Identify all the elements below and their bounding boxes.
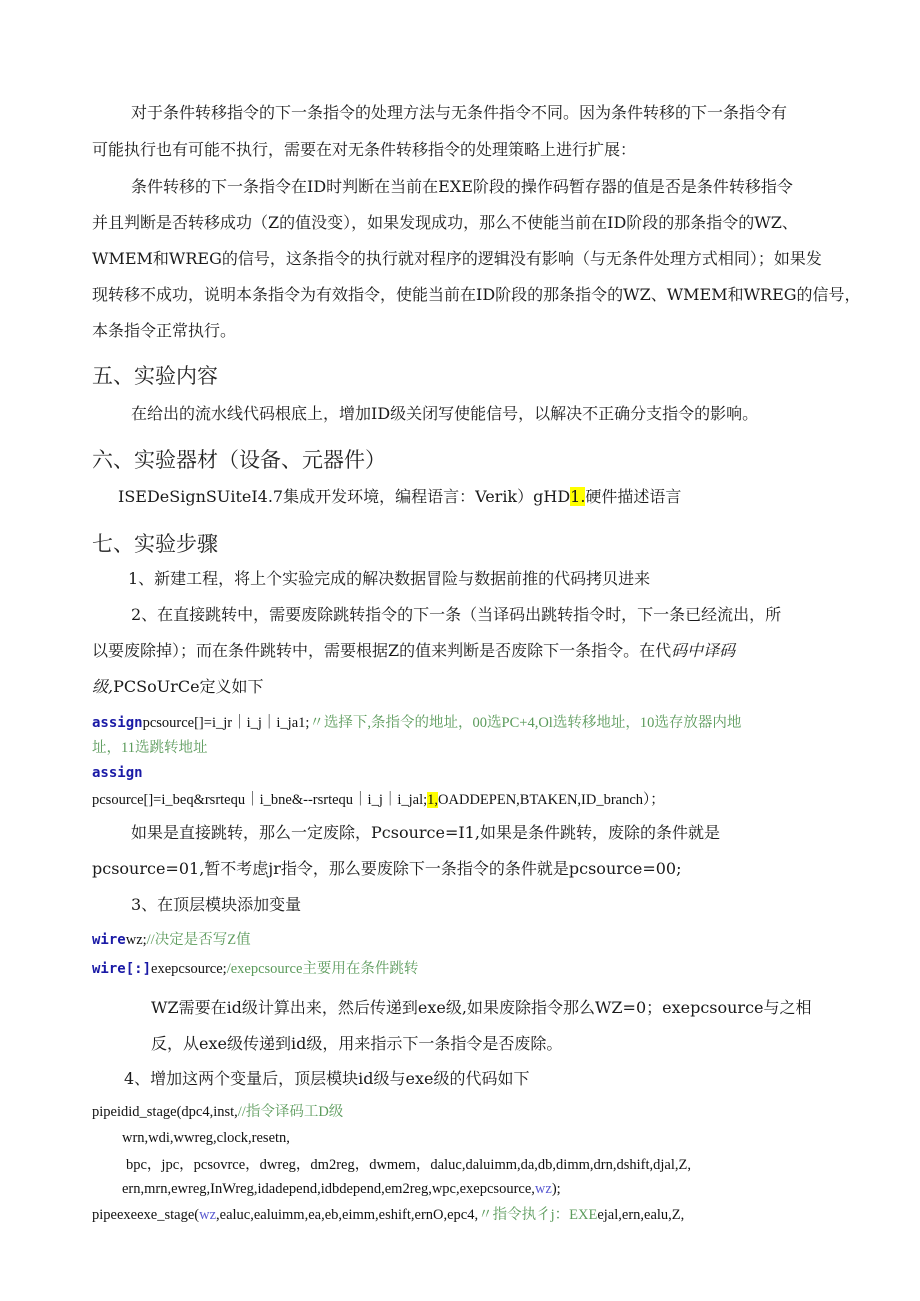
code-line-id-args3 — [122, 1178, 561, 1200]
code-line-wire-wz — [92, 929, 251, 951]
code-line-exe-stage — [92, 1204, 684, 1226]
code-line-id-args2: bpc，jpc，pcsovrce，dwreg，dm2reg，dwmem，daluc,daluimm,da,db,dimm,drn,dshift,djal,Z, — [126, 1157, 691, 1173]
section6-text-a: ISEDeSignSUiteI4.7集成开发环境，编程语言：Verik）gHD — [118, 487, 571, 506]
para1-line1: 对于条件转移指令的下一条指令的处理方法与无条件指令不同。因为条件转移的下一条指令有 — [131, 103, 788, 122]
code-line-id-args1: wrn,wdi,wwreg,clock,resetn, — [122, 1130, 290, 1146]
code-text: ern,mrn,ewreg,InWreg,idadepend,idbdepend,em2reg,wpc,exepcsource, — [122, 1181, 535, 1197]
para2-line1: 条件转移的下一条指令在ID时判断在当前在EXE阶段的操作码暂存器的值是否是条件转移指令 — [131, 177, 793, 196]
section6-heading: 六、实验器材（设备、元器件） — [92, 448, 386, 472]
explanation-line1: 如果是直接跳转，那么一定废除，Pcsource=I1,如果是条件跳转，废除的条件就是 — [131, 823, 720, 842]
step4-text: 4、增加这两个变量后，顶层模块id级与exe级的代码如下 — [124, 1069, 530, 1088]
keyword-assign: assign — [92, 715, 143, 731]
code-line-pcsource — [92, 789, 665, 811]
para2-line5: 本条指令正常执行。 — [92, 321, 237, 340]
para1-line2: 可能执行也有可能不执行，需要在对无条件转移指令的处理策略上进行扩展： — [92, 140, 637, 159]
code-comment: //决定是否写Z值 — [146, 932, 251, 948]
para2-line2: 并且判断是否转移成功（Z的值没变），如果发现成功，那么不使能当前在ID阶段的那条指令的WZ、 — [92, 213, 798, 232]
step2-line2-b: 码中译码 — [671, 641, 736, 660]
para2-line3: WMEM和WREG的信号，这条指令的执行就对程序的逻辑没有影响（与无条件处理方式相同）；如果发 — [92, 249, 822, 268]
code-text: pcsource[]=i_beq&rsrtequ｜i_bne&--rsrtequ｜i_j｜i_jal; — [92, 792, 428, 808]
code-line-assign-1 — [92, 712, 741, 734]
section6-text-b: 硬件描述语言 — [585, 487, 682, 506]
code-comment: /exepcsource主要用在条件跳转 — [226, 961, 419, 977]
step2-line2-a: 以要废除掉）；而在条件跳转中，需要根据Z的值来判断是否废除下一条指令。在代 — [92, 641, 672, 660]
step2-line3-a: 级, — [92, 677, 114, 696]
step1-text: 1、新建工程，将上个实验完成的解决数据冒险与数据前推的代码拷贝进来 — [128, 569, 651, 588]
wz-explanation-line1: WZ需要在id级计算出来，然后传递到exe级,如果废除指令那么WZ=0；exepcsource与之相 — [151, 998, 812, 1017]
para2-line4: 现转移不成功，说明本条指令为有效指令，使能当前在ID阶段的那条指令的WZ、WMEM和WREG的信号， — [92, 285, 861, 304]
code-comment: 〃指令执彳j：EXE — [478, 1207, 598, 1223]
explanation-line2: pcsource=01,暂不考虑jr指令，那么要废除下一条指令的条件就是pcsource=00; — [92, 859, 682, 878]
keyword-wire: wire[:] — [92, 961, 152, 977]
code-text: pipeidid_stage(dpc4,inst, — [92, 1104, 238, 1120]
section5-text: 在给出的流水线代码根底上，增加ID级关闭写使能信号，以解决不正确分支指令的影响。 — [131, 404, 759, 423]
step2-line3-b: PCSoUrCe定义如下 — [113, 677, 264, 696]
keyword-wire: wire — [92, 932, 126, 948]
code-comment: //指令译码工D级 — [237, 1104, 344, 1120]
code-text: pipeexeexe_stage( — [92, 1207, 200, 1223]
section6-text — [118, 486, 681, 508]
code-text-tail: OADDEPEN,BTAKEN,ID_branch）； — [438, 792, 665, 808]
keyword-assign: assign — [92, 765, 143, 781]
step2-line2 — [92, 640, 735, 662]
highlight-mark: 1, — [427, 792, 439, 808]
code-comment: 〃选择下,条指令的地址，00选PC+4,Ol选转移地址，10选存放器内地 — [309, 715, 742, 731]
code-text-mid: ,ealuc,ealuimm,ea,eb,eimm,eshift,ernO,epc4, — [216, 1207, 479, 1223]
code-line-assign-2 — [92, 762, 143, 784]
code-text-tail: ); — [551, 1181, 561, 1197]
section5-heading: 五、实验内容 — [92, 364, 218, 388]
code-text: wz; — [125, 932, 147, 948]
code-param-wz: wz — [534, 1181, 552, 1197]
step3-text: 3、在顶层模块添加变量 — [131, 895, 302, 914]
section7-heading: 七、实验步骤 — [92, 532, 218, 556]
code-text: pcsource[]=i_jr｜i_j｜i_ja1; — [142, 715, 310, 731]
step2-line1: 2、在直接跳转中，需要废除跳转指令的下一条（当译码出跳转指令时，下一条已经流出，所 — [131, 605, 782, 624]
step2-line3 — [92, 676, 264, 698]
code-line-wire-exepcsource — [92, 958, 418, 980]
code-param-wz: wz — [199, 1207, 217, 1223]
code-text: exepcsource; — [151, 961, 227, 977]
code-text-tail: ejal,ern,ealu,Z, — [597, 1207, 685, 1223]
wz-explanation-line2: 反，从exe级传递到id级，用来指示下一条指令是否废除。 — [151, 1034, 563, 1053]
highlight-mark: 1. — [570, 487, 586, 506]
code-comment-cont: 址，11选跳转地址 — [92, 740, 208, 756]
code-line-id-stage — [92, 1101, 343, 1123]
